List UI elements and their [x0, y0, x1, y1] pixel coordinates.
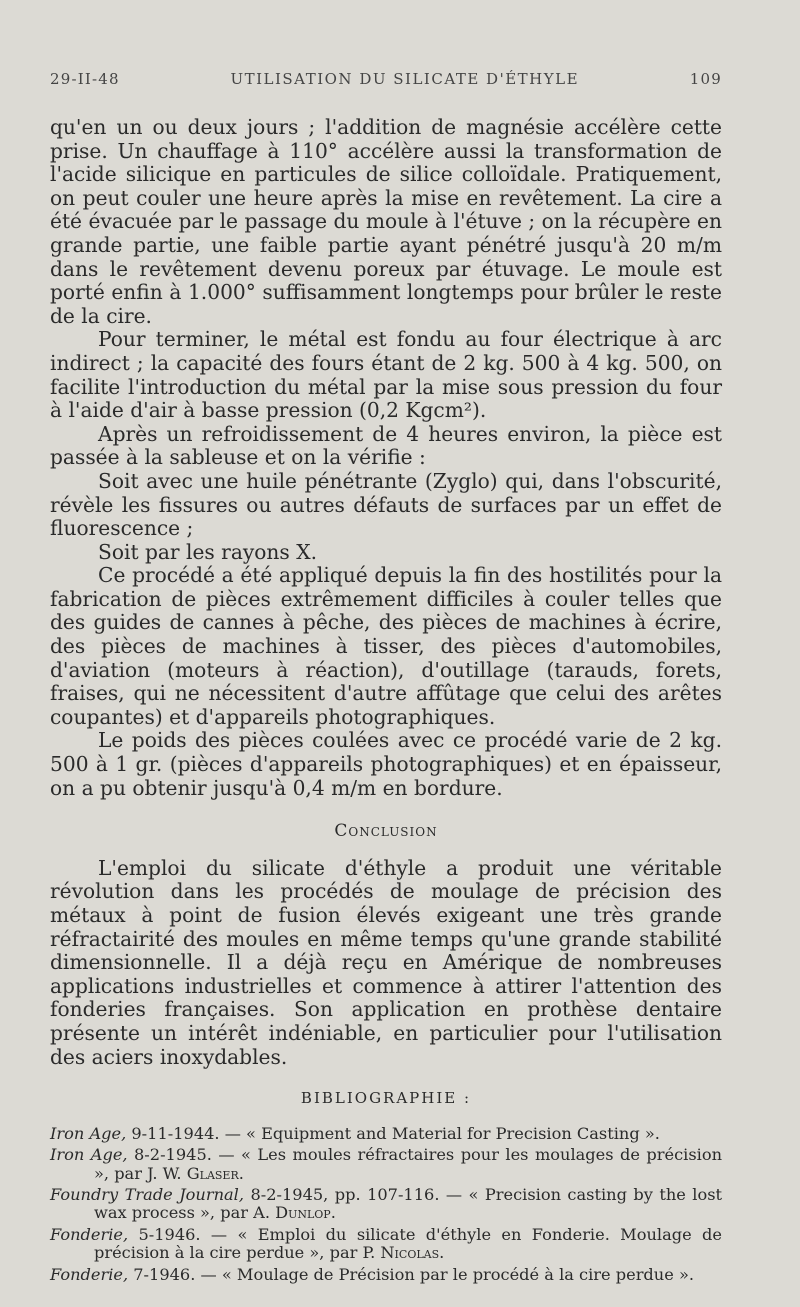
paragraph: Soit avec une huile pénétrante (Zyglo) qui, dans l'obscurité, révèle les fissures ou autres défauts de surfaces par un effet de fluorescence ; [50, 468, 722, 541]
bibliography-entry [50, 1125, 722, 1143]
paragraph: Pour terminer, le métal est fondu au four électrique à arc indirect ; la capacité des fours étant de 2 kg. 500 à 4 kg. 500, on facilite l'introduction du métal par la mise sous pression du four à l'aide d'air à basse pression (0,2 Kgcm²). [50, 327, 722, 423]
entry-text: 8-2-1945, pp. 107-116. — « Precision casting by the lost wax process », par A. [94, 1184, 723, 1223]
paragraph: Le poids des pièces coulées avec ce procédé varie de 2 kg. 500 à 1 gr. (pièces d'appareils photographiques) et en épaisseur, on a pu obtenir jusqu'à 0,4 m/m en bordure. [50, 728, 722, 800]
bibliography-entry [50, 1146, 722, 1183]
bibliography-entry [50, 1186, 722, 1223]
conclusion-paragraph: L'emploi du silicate d'éthyle a produit une véritable révolution dans les procédés de moulage de précision des métaux à point de fusion élevés exigeant une très grande réfractairité des moules en même temps qu'une grande stabilité dimensionnelle. Il a déjà reçu en Amérique de nombreuses applications industrielles et commence à attirer l'attention des fonderies françaises. Son application en prothèse dentaire présente un intérêt indéniable, en particulier pour l'utilisation des aciers inoxydables. [50, 855, 722, 1069]
bibliography-entry [50, 1226, 722, 1263]
entry-author: Dunlop. [275, 1203, 336, 1223]
page-number: 109 [689, 70, 722, 88]
body-text [50, 116, 722, 1287]
paragraph: Soit par les rayons X. [98, 539, 317, 564]
entry-text: 9-11-1944. — « Equipment and Material for Precision Casting ». [126, 1123, 660, 1143]
entry-author: Nicolas. [380, 1243, 445, 1263]
bibliography-list [50, 1125, 722, 1284]
journal-name: Foundry Trade Journal, [50, 1184, 244, 1204]
entry-text: 8-2-1945. — « Les moules réfractaires pour les moulages de précision », par J. W. [94, 1145, 722, 1183]
journal-name: Iron Age, [50, 1145, 128, 1165]
bibliography-entry [50, 1266, 722, 1284]
entry-text: 7-1946. — « Moulage de Précision par le procédé à la cire perdue ». [128, 1264, 694, 1284]
paragraph: qu'en un ou deux jours ; l'addition de magnésie accélère cette prise. Un chauffage à 110° accélère aussi la transformation de l'acide silicique en particules de silice colloïdale. Pratiquement, on peut couler une heure après la mise en revêtement. La cire a été évacuée par le passage du moule à l'étuve ; on la récupère en grande partie, une faible partie ayant pénétré jusqu'à 20 m/m dans le revêtement devenu poreux par étuvage. Le moule est porté enfin à 1.000° suffisamment longtemps pour brûler le reste de la cire. [50, 115, 722, 328]
header-date: 29-II-48 [50, 70, 120, 88]
section-heading: Conclusion [334, 821, 438, 842]
journal-name: Iron Age, [50, 1123, 127, 1143]
journal-name: Fonderie, [50, 1224, 129, 1244]
entry-text: 5-1946. — « Emploi du silicate d'éthyle en Fonderie. Moulage de précision à la cire perdue », par P. [94, 1224, 722, 1263]
entry-author: Glaser. [186, 1163, 244, 1183]
bibliography-heading: BIBLIOGRAPHIE : [300, 1089, 472, 1108]
header-title: UTILISATION DU SILICATE D'ÉTHYLE [230, 70, 580, 88]
paragraph: Ce procédé a été appliqué depuis la fin des hostilités pour la fabrication de pièces extrêmement difficiles à couler telles que des guides de cannes à pêche, des pièces de machines à écrire, des pièces de machines à tisser, des pièces d'automobiles, d'aviation (moteurs à réaction), d'outillage (tarauds, forets, fraises, qui ne nécessitent d'autre affûtage que celui des arêtes coupantes) et d'appareils photographiques. [50, 563, 722, 729]
paragraph: Après un refroidissement de 4 heures environ, la pièce est passée à la sableuse et on la vérifie : [50, 421, 722, 470]
journal-name: Fonderie, [50, 1264, 129, 1284]
running-header [50, 70, 722, 88]
